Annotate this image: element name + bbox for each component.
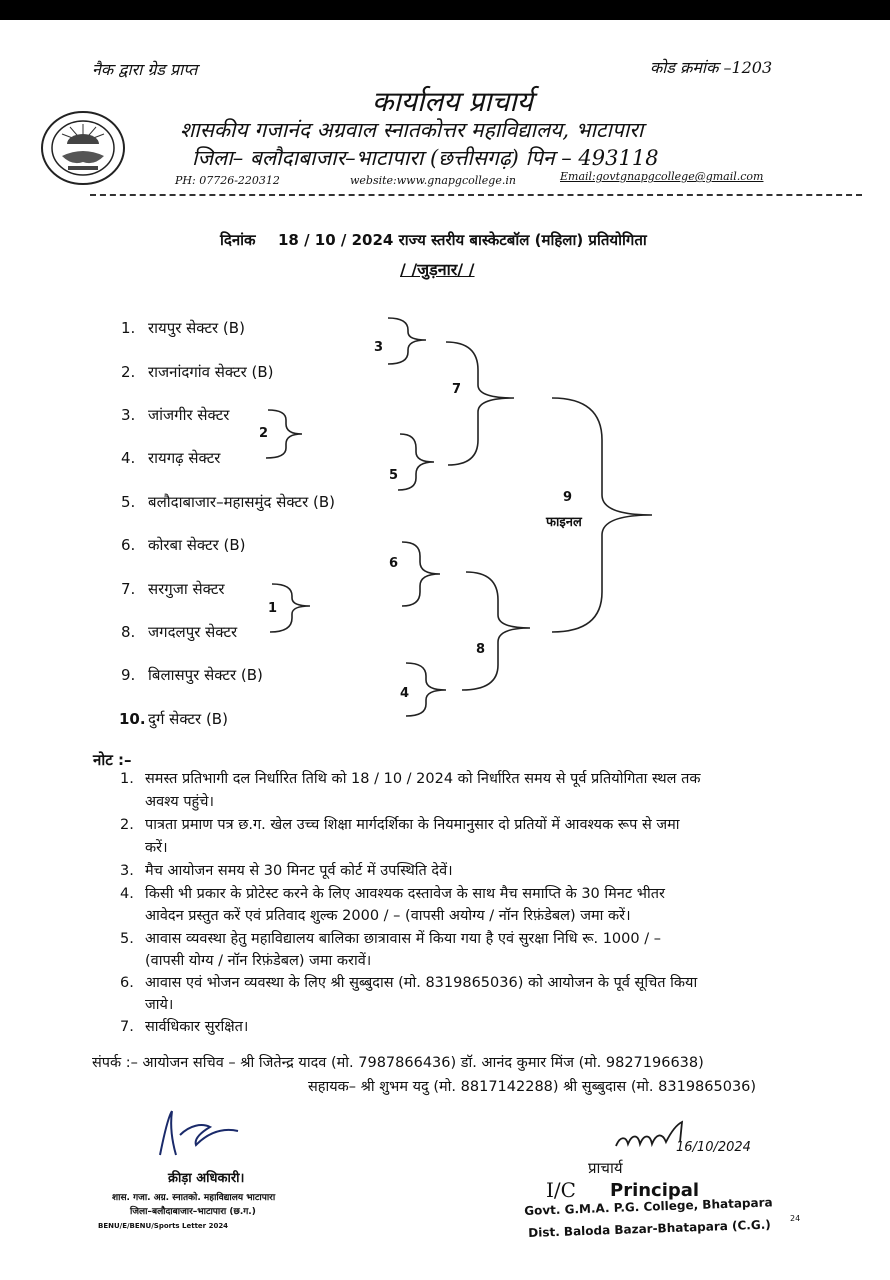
principal-stamp-college: Govt. G.M.A. P.G. College, Bhatapara: [524, 1195, 773, 1218]
contact-line-1: संपर्क :– आयोजन सचिव – श्री जितेन्द्र यादव (मो. 7987866436) डॉ. आनंद कुमार मिंज (मो. 9827196638): [92, 1055, 704, 1071]
match-1-label: 1: [268, 601, 278, 616]
incharge-mark: I/C: [546, 1178, 576, 1202]
team-num-3: 3.: [121, 406, 136, 424]
note-3-line1: मैच आयोजन समय से 30 मिनट पूर्व कोर्ट में उपस्थिति देवें।: [145, 863, 453, 879]
note-num-2: 2.: [120, 817, 134, 833]
fixtures-subtitle: / /जुड़नार/ /: [400, 260, 475, 279]
final-label: फाइनल: [546, 515, 582, 530]
sports-officer-stamp-line2: जिला–बलौदाबाजार–भाटापारा (छ.ग.): [130, 1207, 256, 1217]
note-2-line2: करें।: [145, 840, 168, 856]
match-9-label: 9: [563, 490, 573, 505]
principal-title: Principal: [610, 1180, 700, 1201]
stray-page-mark: 24: [790, 1214, 801, 1223]
note-5-line2: (वापसी योग्य / नॉन रिफ़ंडेबल) जमा करावें।: [145, 953, 372, 969]
team-num-6: 6.: [121, 536, 136, 554]
sports-officer-signature: [150, 1105, 270, 1165]
signature-date: 16/10/2024: [676, 1140, 751, 1155]
team-num-8: 8.: [121, 623, 136, 641]
team-name-2: राजनांदगांव सेक्टर (B): [148, 363, 274, 381]
naac-grade-text: नैक द्वारा ग्रेड प्राप्त: [92, 60, 198, 79]
email-text: Email:govtgnapgcollege@gmail.com: [560, 170, 764, 183]
team-num-9: 9.: [121, 666, 136, 684]
note-5-line1: आवास व्यवस्था हेतु महाविद्यालय बालिका छात्रावास में किया गया है एवं सुरक्षा निधि रू. 1000 / –: [145, 931, 661, 947]
match-3-label: 3: [374, 340, 384, 355]
note-num-7: 7.: [120, 1019, 134, 1035]
note-num-5: 5.: [120, 931, 134, 947]
team-name-7: सरगुजा सेक्टर: [148, 580, 225, 598]
team-num-1: 1.: [121, 319, 136, 337]
team-num-7: 7.: [121, 580, 136, 598]
team-name-5: बलौदाबाजार–महासमुंद सेक्टर (B): [148, 493, 336, 511]
note-4-line1: किसी भी प्रकार के प्रोटेस्ट करने के लिए आवश्यक दस्तावेज के साथ मैच समाप्ति के 30 मिनट भीतर: [145, 886, 665, 902]
note-2-line1: पात्रता प्रमाण पत्र छ.ग. खेल उच्च शिक्षा मार्गदर्शिका के नियमानुसार दो प्रतियों में आवश्यक रूप से जमा: [145, 817, 680, 833]
date-label: दिनांक: [220, 231, 256, 249]
team-num-2: 2.: [121, 363, 136, 381]
match-2-label: 2: [259, 426, 269, 441]
note-6-line1: आवास एवं भोजन व्यवस्था के लिए श्री सुब्बुदास (मो. 8319865036) को आयोजन के पूर्व सूचित किया: [145, 975, 698, 991]
event-title: 18 / 10 / 2024 राज्य स्तरीय बास्केटबॉल (महिला) प्रतियोगिता: [278, 231, 647, 249]
note-1-line1: समस्त प्रतिभागी दल निर्धारित तिथि को 18 / 10 / 2024 को निर्धारित समय से पूर्व प्रतियोगिता स्थल तक: [145, 771, 701, 787]
match-4-label: 4: [400, 686, 410, 701]
team-name-10: दुर्ग सेक्टर (B): [148, 710, 228, 728]
sports-officer-title: क्रीड़ा अधिकारी।: [168, 1171, 245, 1186]
note-num-3: 3.: [120, 863, 134, 879]
principal-stamp-district: Dist. Baloda Bazar-Bhatapara (C.G.): [528, 1217, 771, 1240]
college-name: शासकीय गजानंद अग्रवाल स्नातकोत्तर महाविद्यालय, भाटापारा: [180, 118, 644, 142]
office-title: कार्यालय प्राचार्य: [372, 85, 533, 118]
sports-officer-stamp-line1: शास. गजा. अग्र. स्नातको. महाविद्यालय भाटापारा: [112, 1193, 276, 1203]
note-num-4: 4.: [120, 886, 134, 902]
note-1-line2: अवश्य पहुंचे।: [145, 794, 214, 810]
website-text: website:www.gnapgcollege.in: [350, 174, 516, 187]
team-name-8: जगदलपुर सेक्टर: [148, 623, 238, 641]
phone-number: PH: 07726-220312: [175, 174, 280, 187]
district-line: जिला– बलौदाबाजार–भाटापारा (छत्तीसगढ़) पिन – 493118: [192, 146, 659, 170]
letter-reference: BENU/E/BENU/Sports Letter 2024: [98, 1222, 229, 1230]
note-4-line2: आवेदन प्रस्तुत करें एवं प्रतिवाद शुल्क 2000 / – (वापसी अयोग्य / नॉन रिफ़ंडेबल) जमा करें।: [145, 908, 631, 924]
team-num-4: 4.: [121, 449, 136, 467]
team-name-9: बिलासपुर सेक्टर (B): [148, 666, 263, 684]
match-7-label: 7: [452, 382, 462, 397]
team-num-5: 5.: [121, 493, 136, 511]
match-6-label: 6: [389, 556, 399, 571]
note-6-line2: जाये।: [145, 997, 174, 1013]
team-name-4: रायगढ़ सेक्टर: [148, 449, 221, 467]
note-7-line1: सार्वधिकार सुरक्षित।: [145, 1019, 249, 1035]
team-name-3: जांजगीर सेक्टर: [148, 406, 230, 424]
notes-title: नोट :–: [93, 751, 132, 769]
team-name-1: रायपुर सेक्टर (B): [148, 319, 245, 337]
match-8-label: 8: [476, 642, 486, 657]
principal-designation: प्राचार्य: [588, 1159, 623, 1177]
team-num-10: 10.: [119, 710, 146, 728]
code-number: कोड क्रमांक –1203: [650, 58, 773, 77]
team-name-6: कोरबा सेक्टर (B): [148, 536, 246, 554]
note-num-6: 6.: [120, 975, 134, 991]
match-5-label: 5: [389, 468, 399, 483]
contact-line-2: सहायक– श्री शुभम यदु (मो. 8817142288) श्री सुब्बुदास (मो. 8319865036): [308, 1079, 757, 1095]
note-num-1: 1.: [120, 771, 134, 787]
